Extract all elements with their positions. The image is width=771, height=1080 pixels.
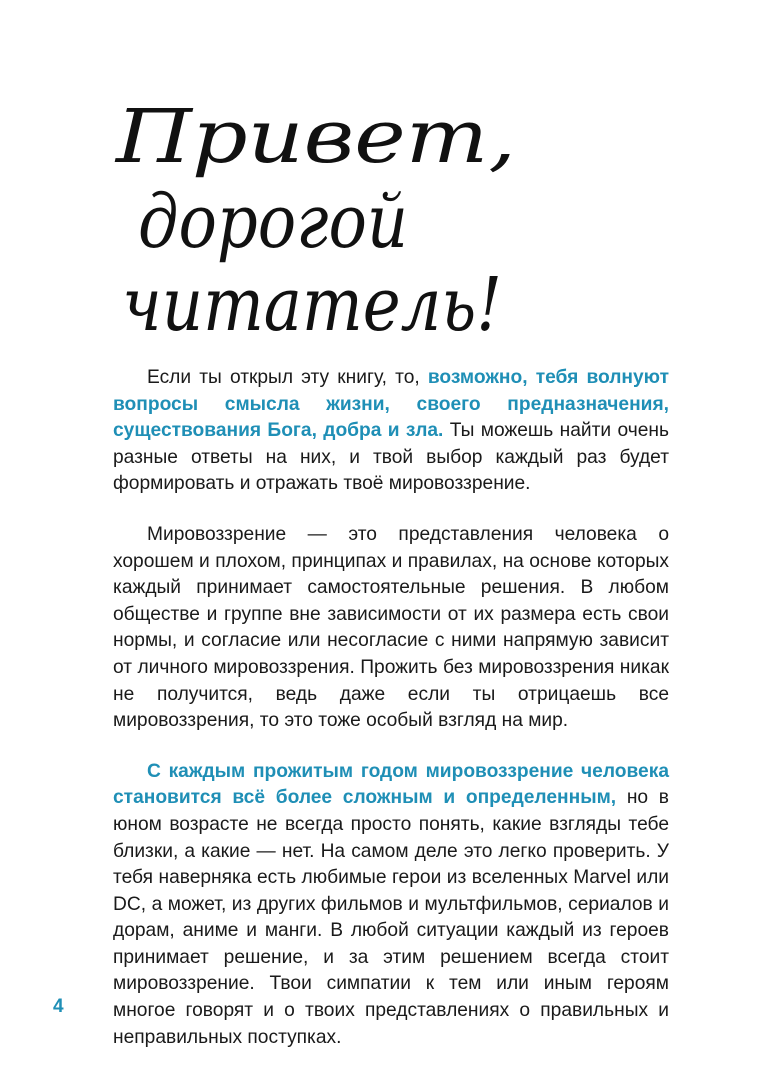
paragraph-3: [113, 759, 669, 1052]
paragraph-3-highlight: С каждым прожитым годом мировоззрение человека становится всё более сложным и определенным,: [113, 760, 669, 809]
heading-line-2: дорогой: [138, 179, 408, 265]
paragraph-1: [113, 365, 669, 498]
paragraph-2: [113, 522, 669, 735]
heading-line-1: Привет,: [113, 94, 517, 180]
paragraph-1-highlight: возможно, тебя волнуют вопросы смысла жизни, своего предназначения, существования Бога, добра и зла.: [113, 367, 669, 442]
handwritten-heading-art: [108, 82, 538, 352]
paragraph-1-text-end: Ты можешь найти очень разные ответы на них, и твой выбор каждый раз будет формировать и отражать твоё мировоззрение.: [113, 420, 669, 495]
body-text: [113, 365, 669, 1075]
handwritten-heading: [108, 82, 538, 352]
page-number: 4: [53, 996, 64, 1017]
paragraph-1-text: Если ты открыл эту книгу, то,: [147, 367, 428, 388]
paragraph-2-text: Мировоззрение — это представления человека о хорошем и плохом, принципах и правилах, на основе которых каждый принимает самостоятельные решения. В любом обществе и группе вне зависимости от их размера есть свои нормы, и согласие или несогласие с ними напрямую зависит от личного мировоззрения. Прожить без мировоззрения никак не получится, ведь даже если ты отрицаешь все мировоззрения, то это тоже особый взгляд на мир.: [113, 523, 669, 732]
paragraph-3-text: но в юном возрасте не всегда просто понять, какие взгляды тебе близки, а какие — нет. На самом деле это легко проверить. У тебя наверняка есть любимые герои из вселенных Marvel или DC, а может, из других фильмов и мультфильмов, сериалов и дорам, аниме и манги. В любой ситуации каждый из героев принимает решение, и за этим решением всегда стоит мировоззрение. Твои симпатии к тем или иным героям многое говорят и о твоих представлениях о правильных и неправильных поступках.: [113, 787, 670, 1048]
heading-line-3: читатель!: [122, 262, 502, 348]
